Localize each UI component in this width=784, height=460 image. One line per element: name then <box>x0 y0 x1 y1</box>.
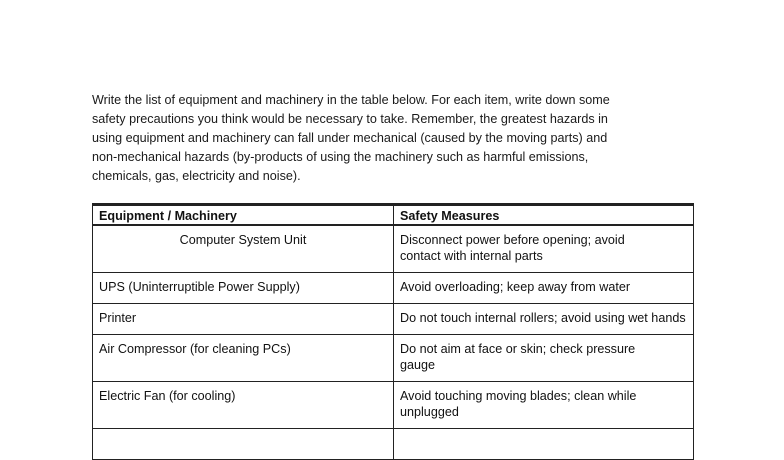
measures-line: contact with internal parts <box>400 249 543 263</box>
measures-line: Do not touch internal rollers; avoid using wet hands <box>400 311 686 325</box>
table-header-row <box>93 205 694 226</box>
header-equipment: Equipment / Machinery <box>93 205 394 226</box>
instructions-line: Write the list of equipment and machinery in the table below. For each item, write down some <box>92 93 610 107</box>
table-row-empty <box>93 429 694 460</box>
equipment-cell: Computer System Unit <box>93 225 394 273</box>
instructions-line: non-mechanical hazards (by-products of using the machinery such as harmful emissions, <box>92 150 589 164</box>
equipment-cell: Electric Fan (for cooling) <box>93 382 394 429</box>
instructions-line: safety precautions you think would be necessary to take. Remember, the greatest hazards in <box>92 112 608 126</box>
measures-line: Disconnect power before opening; avoid <box>400 233 625 247</box>
measures-line: Do not aim at face or skin; check pressure <box>400 342 636 356</box>
instructions-paragraph <box>92 91 692 186</box>
measures-cell <box>394 273 694 304</box>
equipment-safety-table <box>92 203 694 460</box>
measures-line: unplugged <box>400 405 459 419</box>
measures-line: Avoid overloading; keep away from water <box>400 280 631 294</box>
table-row <box>93 335 694 382</box>
equipment-cell: Printer <box>93 304 394 335</box>
measures-line: Avoid touching moving blades; clean while <box>400 389 637 403</box>
measures-cell <box>394 335 694 382</box>
table-row <box>93 225 694 273</box>
instructions-line: chemicals, gas, electricity and noise). <box>92 169 301 183</box>
equipment-cell: Air Compressor (for cleaning PCs) <box>93 335 394 382</box>
equipment-cell <box>93 429 394 460</box>
table-row <box>93 382 694 429</box>
measures-cell <box>394 429 694 460</box>
table-row <box>93 273 694 304</box>
measures-line: gauge <box>400 358 436 372</box>
measures-cell <box>394 225 694 273</box>
measures-cell <box>394 382 694 429</box>
measures-cell <box>394 304 694 335</box>
equipment-cell: UPS (Uninterruptible Power Supply) <box>93 273 394 304</box>
instructions-line: using equipment and machinery can fall under mechanical (caused by the moving parts) and <box>92 131 608 145</box>
table-row <box>93 304 694 335</box>
header-safety-measures: Safety Measures <box>394 205 694 226</box>
